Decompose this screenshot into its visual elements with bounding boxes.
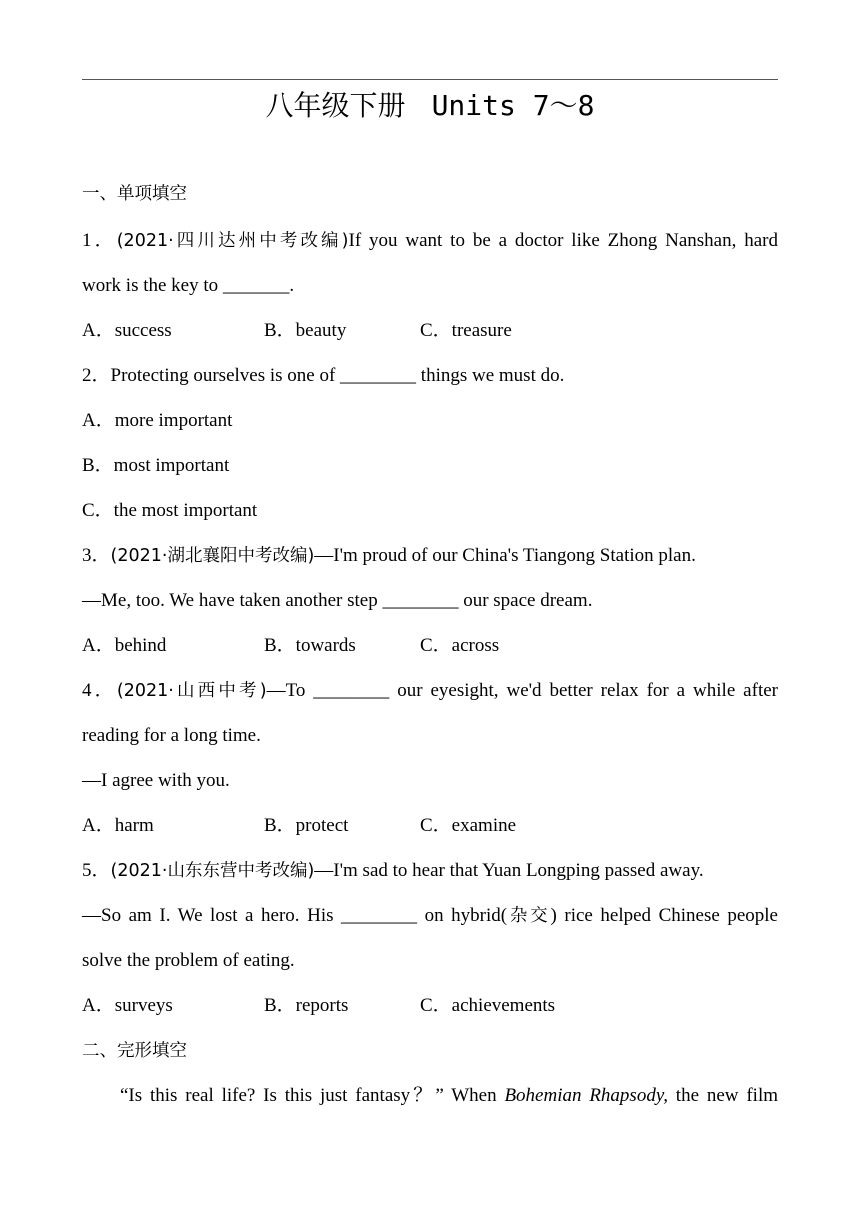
q2-line1: 2．Protecting ourselves is one of ________ things we must do. <box>82 365 565 386</box>
q3-line2: —Me, too. We have taken another step ________ our space dream. <box>82 590 593 611</box>
q1-line1 <box>82 228 778 254</box>
q1-source: (2021·四川达州中考改编) <box>116 231 349 251</box>
q5-line2 <box>82 903 778 929</box>
q2-option-b: B．most important <box>82 455 230 476</box>
q3-num: 3． <box>82 545 111 566</box>
title-en: Units 7～8 <box>431 89 595 122</box>
q1-text-a: If you want to be a doctor like Zhong Nanshan, hard <box>348 230 778 251</box>
q1-line2: work is the key to _______. <box>82 275 295 296</box>
q1-option-a: A．success <box>82 320 172 341</box>
q5-text-a: —I'm sad to hear that Yuan Longping passed away. <box>314 860 704 881</box>
q1-option-c: C．treasure <box>420 320 512 341</box>
q4-num: 4． <box>82 680 117 701</box>
q1-options <box>82 318 778 344</box>
q4-option-c: C．examine <box>420 815 517 836</box>
q3-option-b: B．towards <box>264 635 356 656</box>
q3-option-c: C．across <box>420 635 500 656</box>
q5-option-b: B．reports <box>264 995 349 1016</box>
q5-line1 <box>82 858 778 884</box>
q4-option-b: B．protect <box>264 815 349 836</box>
q5-options <box>82 993 778 1019</box>
title-cn: 八年级下册 <box>265 89 406 122</box>
q3-text-a: —I'm proud of our China's Tiangong Station plan. <box>314 545 696 566</box>
q5-line3: solve the problem of eating. <box>82 950 295 971</box>
q1-option-b: B．beauty <box>264 320 347 341</box>
q4-text-a: —To ________ our eyesight, we'd better relax for a while after <box>266 680 778 701</box>
p1-text-a: “Is this real life? Is this just fantasy？” When <box>120 1085 505 1106</box>
q4-line1 <box>82 678 778 704</box>
q3-option-a: A．behind <box>82 635 167 656</box>
q5-source: (2021·山东东营中考改编) <box>110 861 315 881</box>
q3-line1 <box>82 543 778 569</box>
q2-option-a: A．more important <box>82 410 233 431</box>
q4-line2: reading for a long time. <box>82 725 261 746</box>
q2-option-c: C．the most important <box>82 500 258 521</box>
section2-heading: 二、完形填空 <box>82 1041 187 1061</box>
section1-heading: 一、单项填空 <box>82 184 187 204</box>
header-rule <box>82 79 778 80</box>
section2-paragraph-line1 <box>120 1083 778 1109</box>
q5-text-b1: —So am I. We lost a hero. His ________ on hybrid( <box>82 905 508 926</box>
q5-text-b-cn: 杂交 <box>507 906 551 926</box>
q1-num: 1． <box>82 230 117 251</box>
q4-source: (2021·山西中考) <box>116 681 267 701</box>
q4-options <box>82 813 778 839</box>
film-title: Bohemian Rhapsody, <box>504 1085 668 1106</box>
q5-num: 5． <box>82 860 111 881</box>
q5-text-b2: ) rice helped Chinese people <box>550 905 778 926</box>
q3-options <box>82 633 778 659</box>
p1-text-b: the new film <box>667 1085 778 1106</box>
q5-option-a: A．surveys <box>82 995 173 1016</box>
q4-option-a: A．harm <box>82 815 154 836</box>
q3-source: (2021·湖北襄阳中考改编) <box>110 546 315 566</box>
q4-line3: —I agree with you. <box>82 770 230 791</box>
page-title <box>0 86 860 126</box>
q5-option-c: C．achievements <box>420 995 556 1016</box>
